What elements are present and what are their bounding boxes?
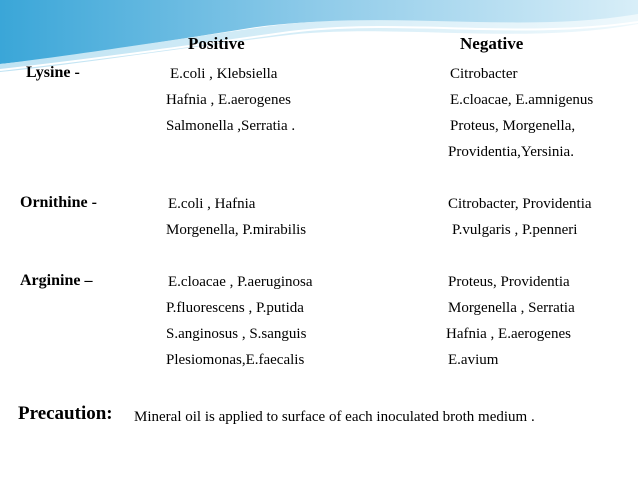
arginine-positive-line: Plesiomonas,E.faecalis (166, 352, 305, 368)
arginine-positive-line: E.cloacae , P.aeruginosa (168, 274, 313, 290)
lysine-negative-line: Proteus, Morgenella, (450, 118, 576, 134)
arginine-negative-line: Hafnia , E.aerogenes (446, 326, 571, 342)
ornithine-positive-line: E.coli , Hafnia (168, 196, 256, 212)
lysine-negative-line: Providentia,Yersinia. (448, 144, 574, 160)
ornithine-negative-line: P.vulgaris , P.penneri (452, 222, 578, 238)
arginine-negative-line: Proteus, Providentia (448, 274, 570, 290)
lysine-negative-line: Citrobacter (450, 66, 518, 82)
lysine-positive-line: E.coli , Klebsiella (170, 66, 278, 82)
arginine-positive-line: P.fluorescens , P.putida (166, 300, 304, 316)
positive-column-header: Positive (188, 34, 245, 53)
lysine-positive-line: Hafnia , E.aerogenes (166, 92, 291, 108)
precaution-text: Mineral oil is applied to surface of each inoculated broth medium . (134, 409, 535, 425)
arginine-positive-line: S.anginosus , S.sanguis (166, 326, 307, 342)
row-label-ornithine: Ornithine - (20, 194, 97, 211)
arginine-negative-line: Morgenella , Serratia (448, 300, 575, 316)
ornithine-positive-line: Morgenella, P.mirabilis (166, 222, 307, 238)
lysine-positive-line: Salmonella ,Serratia . (166, 118, 296, 134)
arginine-negative-line: E.avium (448, 352, 499, 368)
precaution-label: Precaution: (18, 403, 113, 424)
ornithine-negative-line: Citrobacter, Providentia (448, 196, 592, 212)
lysine-negative-line: E.cloacae, E.amnigenus (450, 92, 594, 108)
row-label-arginine: Arginine – (20, 272, 93, 289)
row-label-lysine: Lysine - (26, 64, 80, 81)
negative-column-header: Negative (460, 34, 524, 53)
header-wave-decoration (0, 0, 638, 90)
